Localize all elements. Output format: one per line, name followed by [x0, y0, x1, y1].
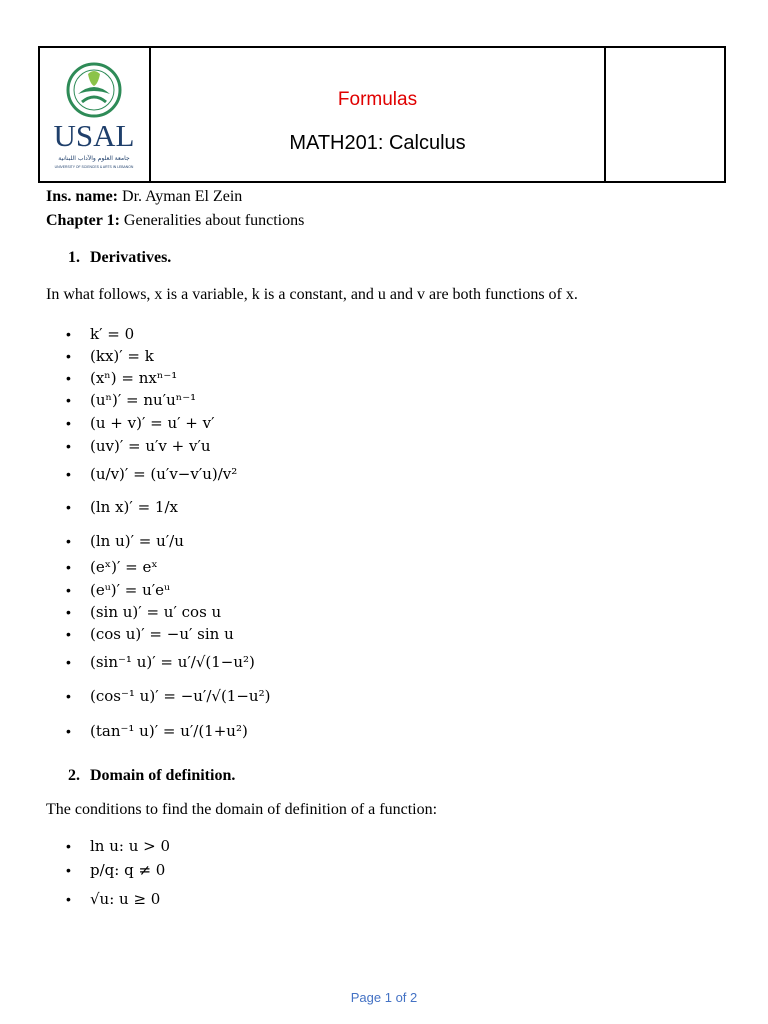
section-domain-heading — [68, 767, 235, 785]
logo-subtext-ar: جامعة العلوم والآداب اللبنانية — [58, 155, 130, 162]
derivatives-intro: In what follows, x is a variable, k is a constant, and u and v are both functions of x. — [46, 286, 578, 303]
list-item: • ln u: u > 0 — [66, 837, 171, 855]
header-table — [38, 46, 726, 183]
list-item: • (sin⁻¹ u)′ = u′/√(1−u²) — [66, 653, 255, 671]
chapter-name: Generalities about functions — [119, 212, 305, 229]
formula: (xⁿ) = nxⁿ⁻¹ — [90, 369, 178, 387]
formula: (ln u)′ = u′/u — [90, 532, 184, 550]
formula: (sin⁻¹ u)′ = u′/√(1−u²) — [90, 653, 255, 671]
list-item: • p/q: q ≠ 0 — [66, 861, 166, 879]
logo-text: USAL — [53, 118, 135, 153]
page-number: Page 1 of 2 — [350, 990, 418, 1005]
formula: (uⁿ)′ = nu′uⁿ⁻¹ — [90, 391, 197, 409]
list-item: • (uⁿ)′ = nu′uⁿ⁻¹ — [66, 391, 197, 409]
list-item: • (cos u)′ = −u′ sin u — [66, 625, 234, 643]
list-item: • (u + v)′ = u′ + v′ — [66, 414, 215, 432]
condition: √u: u ≥ 0 — [90, 890, 161, 908]
section-number: 1. — [68, 249, 80, 266]
course-title: MATH201: Calculus — [289, 132, 466, 154]
list-item: • (ln x)′ = 1/x — [66, 498, 178, 516]
logo-cell — [40, 48, 151, 181]
list-item: • (xⁿ) = nxⁿ⁻¹ — [66, 369, 178, 387]
formula: (uv)′ = u′v + v′u — [90, 437, 211, 455]
formula: k′ = 0 — [90, 325, 135, 343]
formula: (cos⁻¹ u)′ = −u′/√(1−u²) — [90, 687, 271, 705]
usal-logo — [44, 58, 144, 178]
empty-cell — [606, 48, 724, 181]
section-title: Derivatives. — [90, 249, 172, 266]
section-derivatives-heading — [68, 249, 171, 267]
section-number: 2. — [68, 767, 80, 784]
instructor-line — [46, 188, 242, 206]
formula: (u + v)′ = u′ + v′ — [90, 414, 215, 432]
chapter-label: Chapter 1: — [46, 212, 120, 229]
formula: (cos u)′ = −u′ sin u — [90, 625, 234, 643]
condition: ln u: u > 0 — [90, 837, 171, 855]
formula: (eᵘ)′ = u′eᵘ — [90, 581, 171, 599]
list-item: • (kx)′ = k — [66, 347, 154, 365]
list-item: • (eᵘ)′ = u′eᵘ — [66, 581, 171, 599]
formula: (kx)′ = k — [90, 347, 154, 365]
instructor-label: Ins. name: — [46, 188, 119, 205]
list-item: • (ln u)′ = u′/u — [66, 532, 184, 550]
chapter-line — [46, 212, 304, 230]
document-title: Formulas — [337, 89, 418, 110]
list-item: • (tan⁻¹ u)′ = u′/(1+u²) — [66, 722, 248, 740]
list-item: • (u/v)′ = (u′v−v′u)/v² — [66, 465, 238, 483]
logo-subtext-en: UNIVERSITY OF SCIENCES & ARTS IN LEBANON — [54, 165, 134, 169]
list-item: • (eˣ)′ = eˣ — [66, 558, 158, 576]
section-title: Domain of definition. — [90, 767, 236, 784]
domain-intro: The conditions to find the domain of definition of a function: — [46, 801, 438, 818]
instructor-name: Dr. Ayman El Zein — [118, 188, 243, 205]
list-item: • (uv)′ = u′v + v′u — [66, 437, 211, 455]
formula: (eˣ)′ = eˣ — [90, 558, 158, 576]
formula: (ln x)′ = 1/x — [90, 498, 178, 516]
formula: (tan⁻¹ u)′ = u′/(1+u²) — [90, 722, 248, 740]
list-item: • k′ = 0 — [66, 325, 135, 343]
list-item: • (cos⁻¹ u)′ = −u′/√(1−u²) — [66, 687, 271, 705]
list-item: • (sin u)′ = u′ cos u — [66, 603, 222, 621]
condition: p/q: q ≠ 0 — [90, 861, 166, 879]
list-item: • √u: u ≥ 0 — [66, 890, 161, 908]
title-cell — [151, 48, 606, 181]
formula: (sin u)′ = u′ cos u — [90, 603, 222, 621]
formula: (u/v)′ = (u′v−v′u)/v² — [90, 465, 238, 483]
